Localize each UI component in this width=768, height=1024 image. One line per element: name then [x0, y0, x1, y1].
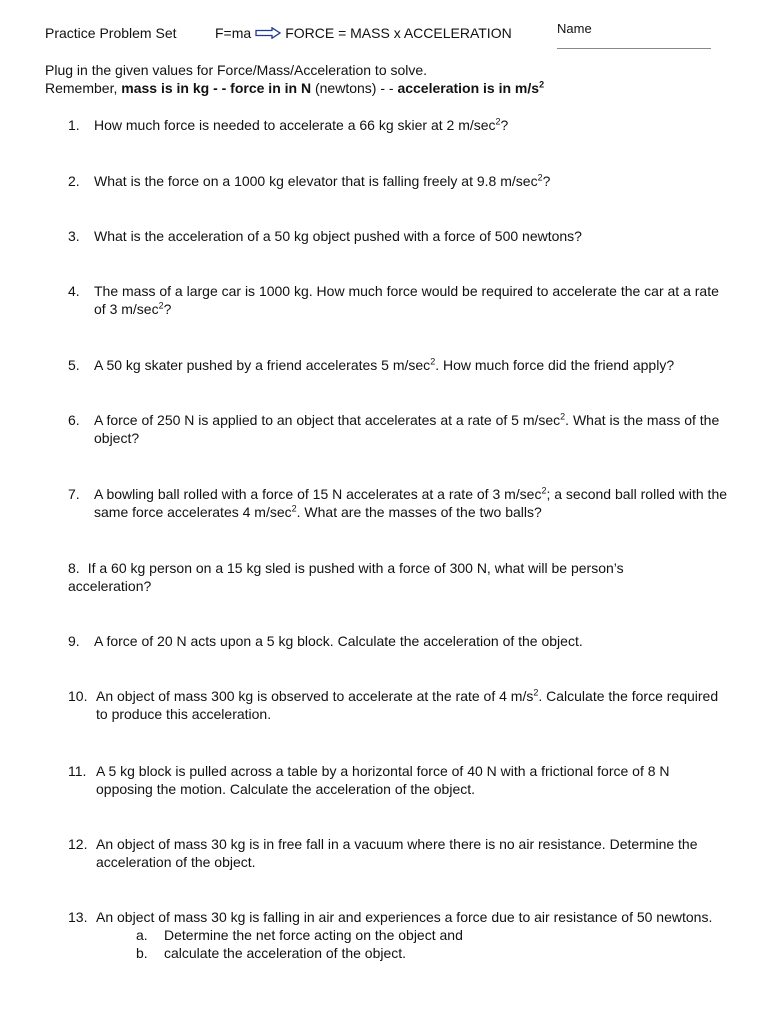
- question-number: 10.: [68, 688, 88, 704]
- question-number: 6.: [68, 412, 80, 428]
- question-number: 1.: [68, 117, 80, 133]
- question-text: [68, 560, 624, 594]
- question-text-part: ; a second ball rolled with the same force accelerates 4 m/sec: [94, 486, 728, 520]
- formula-line: [215, 24, 512, 42]
- exponent: 2: [541, 485, 547, 496]
- question-text: [94, 228, 582, 244]
- newtons-text: (newtons) - -: [311, 80, 398, 96]
- mass-rule: mass is in kg - - force in in N: [121, 80, 312, 96]
- question-text: [96, 909, 712, 925]
- question-number: 8.: [68, 560, 80, 576]
- formula-short: F=ma: [215, 25, 252, 41]
- question-body: [96, 762, 728, 798]
- question-body: [96, 687, 728, 723]
- name-label: Name: [557, 21, 592, 36]
- question-text-part: A force of 20 N acts upon a 5 kg block. Calculate the acceleration of the object.: [94, 633, 583, 649]
- exponent: 2: [495, 116, 501, 127]
- acceleration-rule-exponent: 2: [539, 79, 545, 90]
- question-text-part: What is the force on a 1000 kg elevator that is falling freely at 9.8 m/sec: [94, 173, 538, 189]
- question-number: 9.: [68, 633, 80, 649]
- question-text-part: What is the acceleration of a 50 kg object pushed with a force of 500 newtons?: [94, 228, 582, 244]
- question-number: 7.: [68, 486, 80, 502]
- question-3: [68, 227, 728, 245]
- question-number: 13.: [68, 909, 88, 925]
- instructions: [45, 61, 735, 97]
- question-number: 12.: [68, 836, 88, 852]
- question-4: [68, 282, 728, 318]
- question-9: [68, 632, 728, 650]
- exponent: 2: [430, 356, 436, 367]
- question-body: [96, 908, 728, 962]
- question-5: [68, 356, 738, 374]
- question-text: [94, 117, 508, 133]
- question-number: 4.: [68, 283, 80, 299]
- question-text: [94, 486, 727, 520]
- name-field-line[interactable]: [557, 48, 711, 49]
- sub-question-text: Determine the net force acting on the object and: [164, 927, 463, 943]
- question-body: [94, 356, 738, 374]
- question-text-part: A 50 kg skater pushed by a friend accelerates 5 m/sec: [94, 357, 431, 373]
- question-2: [68, 172, 728, 190]
- exponent: 2: [291, 503, 297, 514]
- question-body: [94, 172, 728, 190]
- exponent: 2: [560, 411, 566, 422]
- question-body: [96, 835, 728, 871]
- acceleration-rule: [397, 80, 544, 96]
- instructions-line-2: [45, 79, 735, 97]
- question-text: [94, 633, 583, 649]
- question-number: 2.: [68, 173, 80, 189]
- question-text-part: ?: [542, 173, 551, 189]
- question-12: [68, 835, 728, 871]
- question-number: 3.: [68, 228, 80, 244]
- sub-question-label: b.: [136, 945, 148, 961]
- worksheet-title: Practice Problem Set: [45, 25, 177, 41]
- formula-long: FORCE = MASS x ACCELERATION: [285, 25, 512, 41]
- question-10: [68, 687, 728, 723]
- remember-text: Remember,: [45, 80, 122, 96]
- exponent: 2: [158, 300, 164, 311]
- question-text: [94, 357, 674, 373]
- question-text-part: The mass of a large car is 1000 kg. How much force would be required to accelerate the car at a rate of 3 m/sec: [94, 283, 719, 317]
- sub-question: [136, 944, 728, 962]
- instructions-line-1: Plug in the given values for Force/Mass/Acceleration to solve.: [45, 62, 428, 78]
- question-body: [94, 485, 728, 521]
- question-text-part: How much force is needed to accelerate a 66 kg skier at 2 m/sec: [94, 117, 496, 133]
- question-text-part: A force of 250 N is applied to an object that accelerates at a rate of 5 m/sec: [94, 412, 561, 428]
- question-body: [94, 411, 728, 447]
- question-text-part: A bowling ball rolled with a force of 15 N accelerates at a rate of 3 m/sec: [94, 486, 542, 502]
- question-text-part: ?: [500, 117, 509, 133]
- question-text: [94, 283, 719, 317]
- question-number: 11.: [68, 763, 87, 779]
- acceleration-rule-text: acceleration is in m/s: [397, 80, 540, 96]
- question-text-part: ?: [163, 301, 172, 317]
- question-1: [68, 116, 728, 134]
- question-text-part: A 5 kg block is pulled across a table by a horizontal force of 40 N with a frictional force of 8 N opposing the motion. Calculate the acceleration of the object.: [96, 763, 670, 797]
- sub-question-text: calculate the acceleration of the object.: [164, 945, 407, 961]
- question-text-part: . Calculate the force required to produce this acceleration.: [96, 688, 719, 722]
- question-text: [96, 763, 670, 797]
- question-text-part: An object of mass 30 kg is in free fall in a vacuum where there is no air resistance. Determine the acceleration of the object.: [96, 836, 698, 870]
- question-6: [68, 411, 728, 447]
- question-number: 5.: [68, 357, 80, 373]
- question-13: [68, 908, 728, 962]
- question-text-part: An object of mass 300 kg is observed to accelerate at the rate of 4 m/s: [96, 688, 534, 704]
- question-body: [94, 116, 728, 134]
- sub-question-label: a.: [136, 927, 148, 943]
- question-body: [94, 227, 728, 245]
- question-text-part: . What is the mass of the object?: [94, 412, 720, 446]
- implies-arrow-icon: [255, 27, 281, 39]
- question-8: [68, 559, 678, 595]
- question-text-part: . How much force did the friend apply?: [435, 357, 675, 373]
- sub-question: [136, 926, 728, 944]
- sub-question-list: [136, 926, 728, 962]
- exponent: 2: [537, 172, 543, 183]
- question-text-part: If a 60 kg person on a 15 kg sled is pushed with a force of 300 N, what will be person’s acceleration?: [68, 560, 624, 594]
- question-text: [94, 173, 550, 189]
- question-text: [94, 412, 719, 446]
- question-11: [68, 762, 728, 798]
- question-7: [68, 485, 728, 521]
- question-body: [94, 282, 728, 318]
- question-text-part: . What are the masses of the two balls?: [296, 504, 542, 520]
- exponent: 2: [533, 687, 539, 698]
- question-body: [94, 632, 728, 650]
- question-text: [96, 688, 718, 722]
- question-text-part: An object of mass 30 kg is falling in air and experiences a force due to air resistance of 50 newtons.: [96, 909, 713, 925]
- question-text: [96, 836, 698, 870]
- worksheet-header: [45, 22, 725, 52]
